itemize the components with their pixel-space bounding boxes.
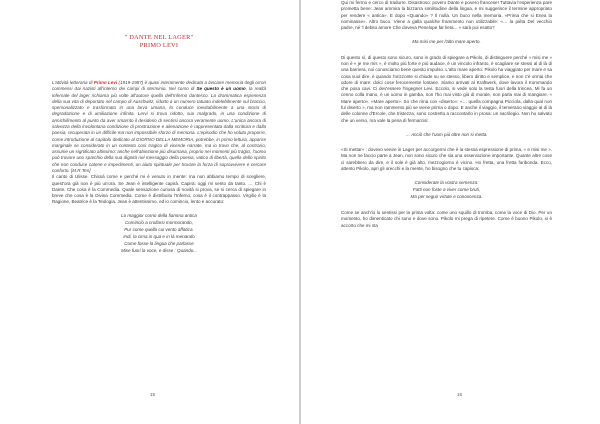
verse-line: Mise fuori la voce, e disse : Quando... — [120, 247, 198, 253]
left-verse-block — [52, 212, 266, 254]
left-page — [0, 0, 299, 424]
book-title: Se questo è un uomo — [196, 86, 246, 92]
page-number-right: 16 — [457, 392, 463, 397]
intro-paragraph — [52, 80, 266, 174]
author-name: Primo Levi — [93, 80, 118, 85]
verse-line: Indi, la cima in qua e in là menando — [123, 233, 195, 239]
quote-line-2: … Acciò che l'uom più oltre non si metta. — [405, 131, 488, 137]
verse-line: Come fosse la lingua che parlasse — [124, 240, 194, 246]
right-paragraph-4: Come se anch'io lo sentissi per la prima volta: come uno squillo di tromba, come la voce di Dio. Per un momento, ho dimenticato chi sono e dove sono. Pikolo mi prega di ripetere. Come è buono Pikolo, si è accorto che mi sta — [341, 210, 552, 228]
intro-text-2: (1919-1987) è quasi interamente dedicata a lasciare memoria degli orrori commessi dai nazisti all'interno dei campi di sterminio. Nel corso di — [52, 80, 266, 92]
right-paragraph-1: Qui mi fermo e cerco di tradurre. Disastroso: povero Dante e povero francese! Tuttavia l'esperienza pare prometta bene: Jean ammira la bizzarra similitudine della lingua, e mi suggerisce il termine appropriato per rendere « antica». E dopo «Quando» ? Il nulla. Un buco nella memoria. «Prima che si Enea la nominasse». Altro buco. Viene a galla qualche frammento non utilizzabile: «… la pièta Del vecchio padre, né ’l debito amore Che doveva Penelope far lieta... » sarà poi esatto? — [341, 0, 552, 31]
verse-line: Ma per seguir virtute e conoscenza. — [410, 194, 483, 200]
intro-text-3: , la realtà infernale del lager richiama più volte all'autore quella dell'Inferno dantesco. La drammatica esperienza della sua vita di deportato nel campo di Auschwitz, ridotto a un numero tatuato indelebilmente sul braccio, spersonalizzato e trasformato in una larva umana, lo conduce inevitabilmente a una storia di degradazione e di umiliazione infinita. Lervi si trova ridotto, suo malgrado, in una condizione di annichilimento al punto da aver smarrito il desiderio di sentirsi ancora veramente uomo. L'unica ancora di salvezza della involontaria condizione di prostrazione e alienazione è rappresentata dalla scrittura e dalla poesia, recuperata in un difficile ma non impossibile sforzo di memoria. L'episodio che ho voluto proporre, come introduzione al capitolo dedicato al GIORNO DELLA MEMORIA, potrebbe, in primo lettura, apparire marginale se considerato in un contesto così tragico di vicende narrate, ma io trovo che, al contrario, assume un significato altissimo: anche nell'abiezione più disumana, proprio nei momenti più tragici, l'uomo può trovare uno sparchio della sua dignità nel messaggio della poesia, vatico di libertà, quella dello spirito che non conduce catene e impedimenti, un aiuto spirituale per trovare la forza di sopravvivere e cercare conforto. [M.R.Ten] — [52, 86, 267, 173]
chapter-title-line1: " DANTE NEL LAGER" — [124, 34, 194, 41]
verse-line: Pur come quella cui vento affatica. — [124, 226, 194, 232]
right-paragraph-3: «Si mettar» : dovevo venire in Lager per accorgermi che è la stessa espressione di prima, « e misi me ». Ma non ne faccio parte a Jean, non sono sicuro che sia una osservazione importante. Quante altre cose ci sarebbero da dire, e il sole è già alto, mezzogiorno è vicino. Ho fretta, una fretta furibonda. Ecco, attento Pikolo, apri gli orecchi e la mente, ho bisogno che tu capisca: — [341, 147, 552, 171]
right-page — [301, 0, 600, 424]
quote-line-1: Ma misi me per l'alto mare aperto. — [412, 39, 481, 45]
left-body-paragraph: Il canto di Ulisse. Chissà come e perché mi è venuto in mente: ma non abbiamo tempo di scegliere, quest'ora già non è più un'ora. Se Jean è intelligente capirà. Capirà: oggi mi sento da tanto. … Chi è Dante. Che cosa è la Commedia. Quale sensazione curiosa di novità si prova, se si cerca di spiegare in breve che cosa è la Divina Commedia. Come è distribuito l'Inferno, cosa è il contrappasso. Virgilio è la Ragione, Beatrice è la Teologia. Jean è attentissimo, ed io comincio, lento e accurato: — [52, 174, 266, 205]
chapter-title — [52, 34, 266, 50]
chapter-author: PRIMO LEVI — [139, 42, 179, 49]
right-verse-block — [341, 179, 552, 200]
intro-text-1: L'attività letteraria di — [52, 80, 94, 85]
verse-line: Considerate la vostra semenza: — [414, 180, 479, 186]
verse-line: Fatti non foste a viver come bruti, — [412, 187, 481, 193]
verse-line: Lo maggior corno della fiamma antica — [121, 212, 197, 218]
verse-line: Cominciò a crollarsi mormorando, — [125, 219, 193, 225]
page-number-left: 15 — [150, 392, 156, 397]
right-paragraph-2: Di questo sì, di questo sono sicuro, sono in grado di spiegare a Pikolo, di distinguere perché « misi me » non è « je me mis », è molto più forte e più audace, è un vincolo infranto, è scagliare se stessi al di là di una barriera, noi conosciamo bene questo impulso. L'alto mare aperto: Pikolo ha viaggiato per mare e sa cosa vuol dire, è quando l'orizzonte si chiude su se stesso, libero diritto e semplice, e non c'è ormai che odore di mare: dolci cose ferocemente lontane. Siamo arrivati al Kraftwerk, dove lavora il Kommando che posa cavi. Ci dev'essere l'ingegner Levi. Eccolo, si vede solo la testa fuori della trincea. Mi fa un cenno colla mano, è un uomo in gamba, non l'ho mai visto giù di morale, non parla mai di mangiare. « Mare aperto». «Mare aperto». So che rima con «diserto»: «… quella compagna Picciola, dalla qual non fui diserto », ma non rammento più se viene prima o dopo. E anche il viaggio, il temerario viaggio al di là delle colonne d'Ercole, che tristezza, sono costretto a raccontarlo in prosa: un sacrilegio. Non ho salvato che un verso, ma vale la pena di fermarcisi: — [341, 54, 552, 123]
